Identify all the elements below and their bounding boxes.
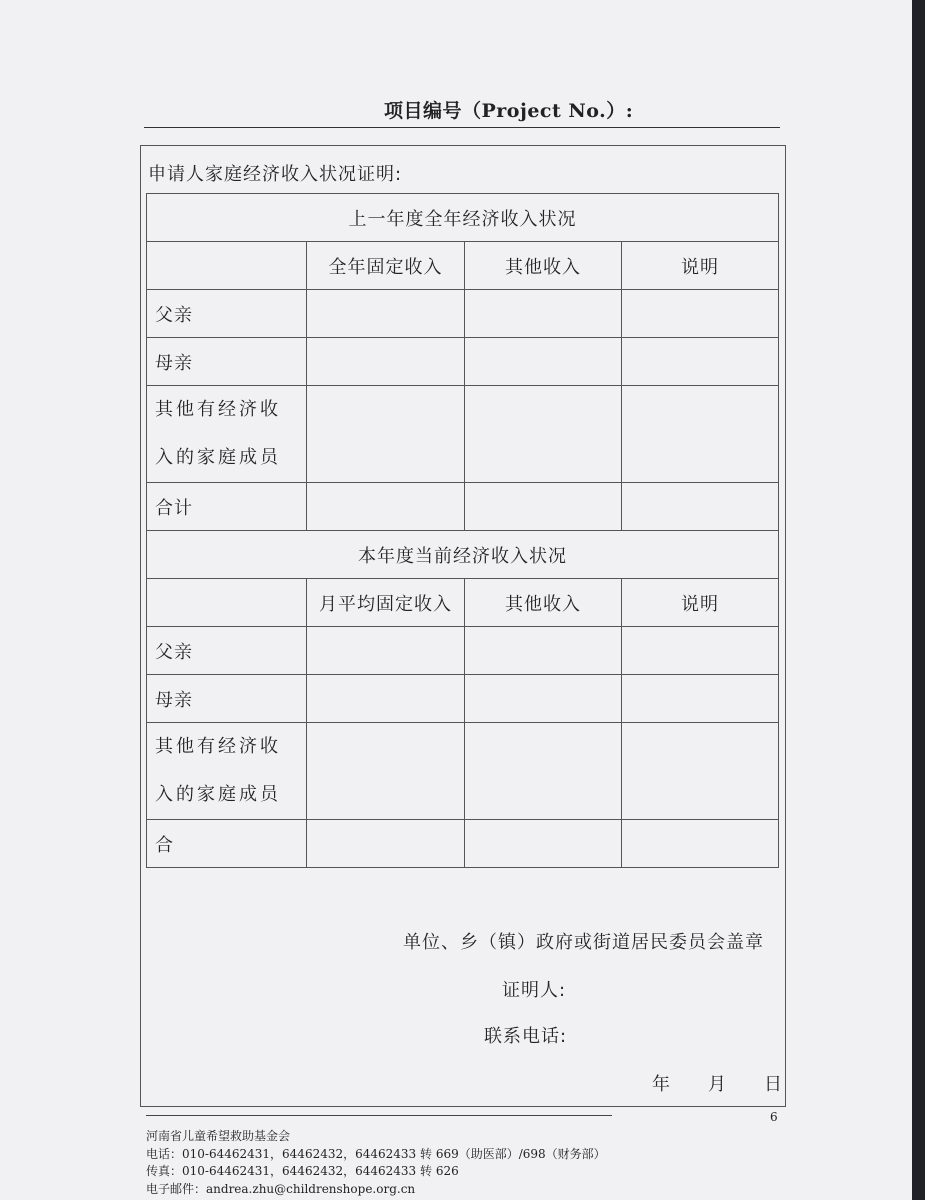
input-cell[interactable] <box>307 386 465 483</box>
input-cell[interactable] <box>307 675 465 723</box>
input-cell[interactable] <box>465 290 622 338</box>
input-cell[interactable] <box>622 338 779 386</box>
stamp-label: 单位、乡（镇）政府或街道居民委员会盖章 <box>403 932 764 953</box>
date-line <box>652 1070 782 1096</box>
table-row <box>147 386 779 483</box>
input-cell[interactable] <box>622 483 779 531</box>
income-table <box>146 193 779 868</box>
input-cell[interactable] <box>307 820 465 868</box>
input-cell[interactable] <box>465 627 622 675</box>
input-cell[interactable] <box>307 290 465 338</box>
input-cell[interactable] <box>465 675 622 723</box>
form-title: 申请人家庭经济收入状况证明: <box>148 164 403 185</box>
current-year-header-blank <box>147 579 307 627</box>
footer-fax: 传真：010-64462431，64462432，64462433 转 626 <box>146 1164 459 1178</box>
date-day-label: 日 <box>764 1074 782 1095</box>
current-year-row-father: 父亲 <box>147 627 307 675</box>
input-cell[interactable] <box>465 723 622 820</box>
last-year-section-title: 上一年度全年经济收入状况 <box>147 194 779 242</box>
table-row <box>147 290 779 338</box>
table-row <box>147 723 779 820</box>
last-year-col-fixed-income: 全年固定收入 <box>307 242 465 290</box>
contact-phone-label: 联系电话: <box>484 1026 568 1047</box>
table-row <box>147 483 779 531</box>
footer-divider <box>146 1115 612 1116</box>
input-cell[interactable] <box>465 386 622 483</box>
project-number-underline <box>144 127 780 128</box>
current-year-row-other-members: 其他有经济收入的家庭成员 <box>147 723 307 820</box>
current-year-row-total: 合 <box>147 820 307 868</box>
witness-label: 证明人: <box>502 980 567 1001</box>
input-cell[interactable] <box>465 338 622 386</box>
footer-phone: 电话：010-64462431，64462432，64462433 转 669（助医部）/698（财务部） <box>146 1146 606 1161</box>
current-year-row-mother: 母亲 <box>147 675 307 723</box>
last-year-col-other-income: 其他收入 <box>465 242 622 290</box>
input-cell[interactable] <box>622 290 779 338</box>
input-cell[interactable] <box>307 338 465 386</box>
table-row <box>147 675 779 723</box>
current-year-section-title: 本年度当前经济收入状况 <box>147 531 779 579</box>
footer-contact <box>146 1128 606 1198</box>
table-row <box>147 338 779 386</box>
input-cell[interactable] <box>622 820 779 868</box>
last-year-row-father: 父亲 <box>147 290 307 338</box>
current-year-col-monthly-income: 月平均固定收入 <box>307 579 465 627</box>
last-year-row-total: 合计 <box>147 483 307 531</box>
date-year-label: 年 <box>652 1074 670 1095</box>
footer-org-name: 河南省儿童希望救助基金会 <box>146 1129 291 1143</box>
input-cell[interactable] <box>622 627 779 675</box>
input-cell[interactable] <box>307 627 465 675</box>
last-year-row-mother: 母亲 <box>147 338 307 386</box>
table-row <box>147 627 779 675</box>
input-cell[interactable] <box>465 483 622 531</box>
current-year-col-notes: 说明 <box>622 579 779 627</box>
input-cell[interactable] <box>622 723 779 820</box>
table-row <box>147 820 779 868</box>
input-cell[interactable] <box>465 820 622 868</box>
last-year-row-other-members: 其他有经济收入的家庭成员 <box>147 386 307 483</box>
project-number-label: 项目编号（Project No.）: <box>384 100 634 122</box>
current-year-col-other-income: 其他收入 <box>465 579 622 627</box>
page-number: 6 <box>770 1110 778 1124</box>
last-year-col-notes: 说明 <box>622 242 779 290</box>
input-cell[interactable] <box>622 675 779 723</box>
footer-email: 电子邮件：andrea.zhu@childrenshope.org.cn <box>146 1181 416 1196</box>
input-cell[interactable] <box>622 386 779 483</box>
input-cell[interactable] <box>307 483 465 531</box>
date-month-label: 月 <box>708 1074 726 1095</box>
input-cell[interactable] <box>307 723 465 820</box>
last-year-header-blank <box>147 242 307 290</box>
